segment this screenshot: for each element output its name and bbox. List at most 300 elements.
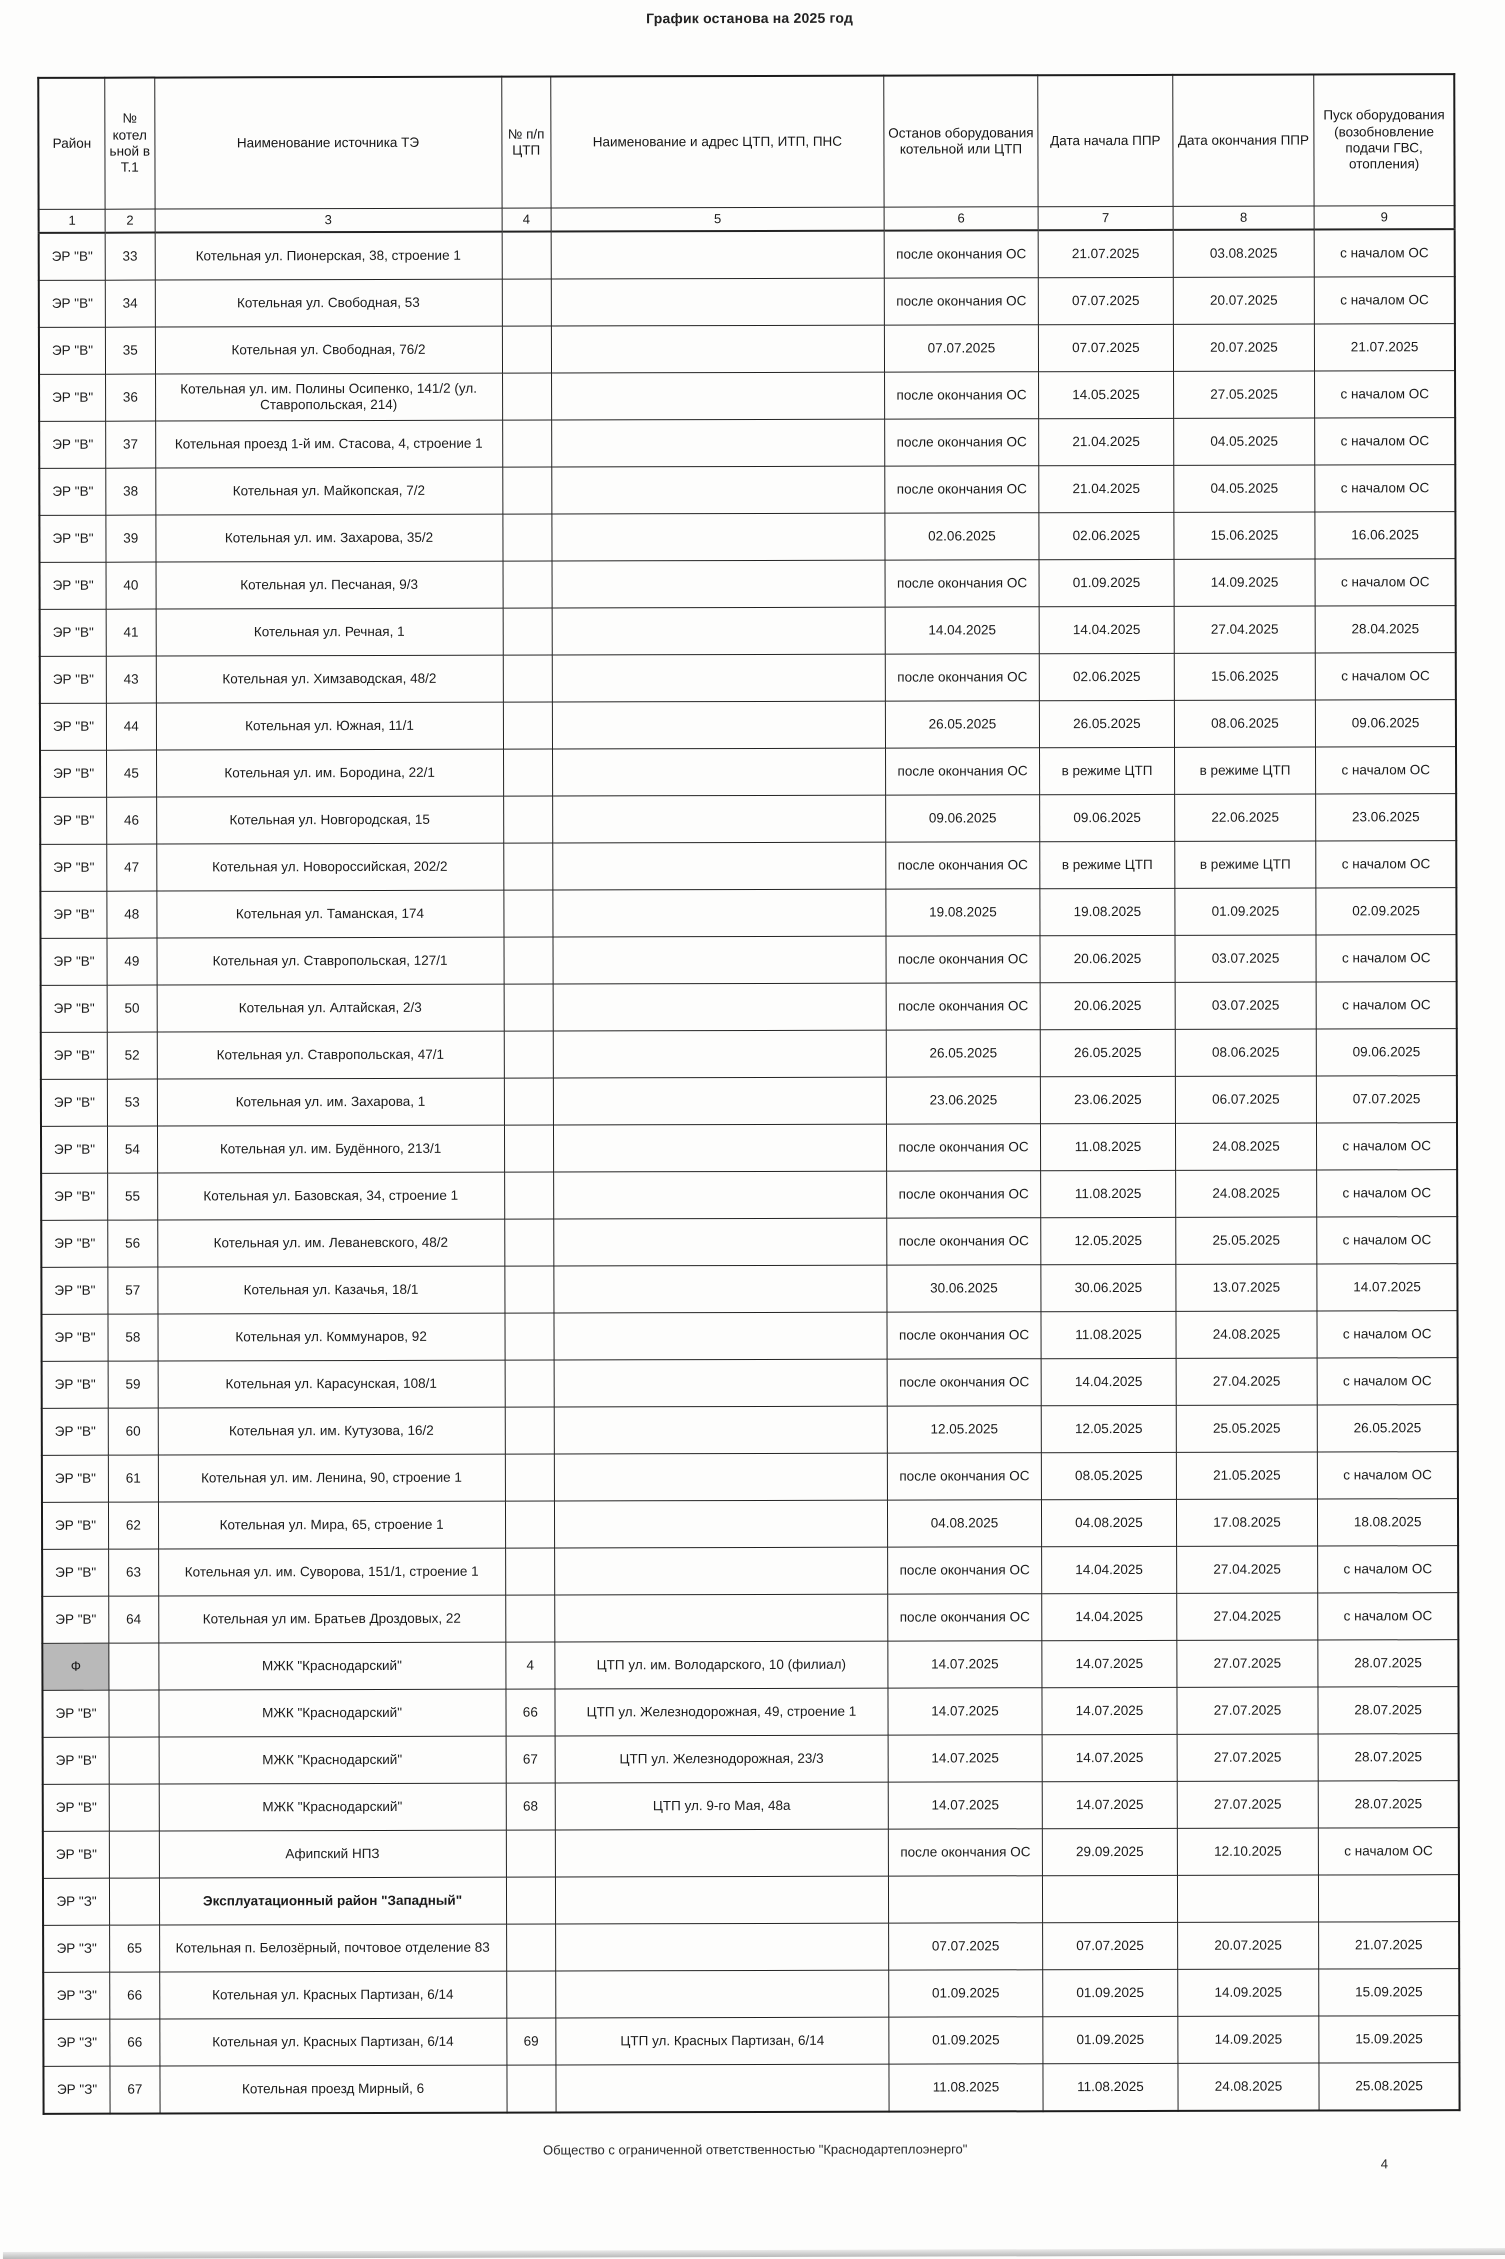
cell-ctp-name [555,1500,888,1548]
table-row [43,1969,1459,2020]
cell-boiler-no: 50 [107,985,157,1032]
cell-ctp-no [503,749,553,796]
cell-ppr-end: 03.08.2025 [1173,230,1315,278]
cell-source-name: Котельная ул. Речная, 1 [156,608,503,656]
cell-district: ЭР "В" [41,1220,108,1267]
cell-ctp-name: ЦТП ул. 9-го Мая, 48а [555,1782,888,1830]
cell-ctp-no [504,1125,554,1172]
footer-company-name: Общество с ограниченной ответственностью "Краснодартеплоэнерго" [542,2141,968,2158]
cell-ppr-start: 23.06.2025 [1041,1076,1176,1123]
cell-ctp-no [504,1266,554,1313]
cell-ppr-end: 14.09.2025 [1177,1969,1319,2016]
cell-district: ЭР "В" [41,1314,108,1361]
cell-ppr-start: 14.05.2025 [1039,371,1174,418]
cell-boiler-no: 33 [105,233,155,281]
cell-ctp-name [552,372,885,420]
cell-ctp-name [554,1359,887,1407]
cell-startup: 28.04.2025 [1315,606,1455,653]
cell-boiler-no: 46 [107,797,157,844]
table-row [40,794,1456,845]
cell-ppr-start: 20.06.2025 [1040,982,1175,1029]
column-number-8: 8 [1173,206,1315,230]
table-row [43,2063,1459,2114]
cell-startup: с началом ОС [1318,1546,1458,1593]
cell-startup: 28.07.2025 [1318,1687,1458,1734]
cell-ppr-end: 17.08.2025 [1176,1499,1318,1546]
cell-source-name: Афипский НПЗ [159,1830,506,1878]
cell-ctp-name [553,1030,886,1078]
cell-startup: 02.09.2025 [1316,888,1456,935]
cell-ppr-end: 20.07.2025 [1173,277,1315,324]
cell-ctp-name [555,1547,888,1595]
cell-ppr-start: 02.06.2025 [1039,512,1174,559]
cell-boiler-no: 65 [110,1925,160,1972]
cell-ppr-end: 03.07.2025 [1175,935,1317,982]
cell-startup: 23.06.2025 [1316,794,1456,841]
table-row [41,1311,1457,1362]
cell-source-name: МЖК "Краснодарский" [158,1642,505,1690]
cell-district: ЭР "В" [39,327,106,374]
cell-ppr-start: 20.06.2025 [1040,935,1175,982]
cell-ctp-no: 67 [506,1736,556,1783]
table-row [42,1452,1458,1503]
cell-stop: 14.07.2025 [888,1735,1042,1782]
cell-district: ЭР "З" [43,1925,110,1972]
cell-district: ЭР "В" [40,656,107,703]
cell-ppr-start: 14.04.2025 [1041,1358,1176,1405]
cell-stop: 26.05.2025 [885,701,1039,748]
cell-source-name: Котельная ул. Свободная, 76/2 [155,326,502,374]
cell-stop: после окончания ОС [884,278,1038,325]
cell-ctp-no [506,1830,556,1877]
cell-source-name: Котельная ул. им. Суворова, 151/1, строение 1 [158,1548,505,1596]
cell-boiler-no: 63 [109,1549,159,1596]
table-row [41,1217,1457,1268]
cell-boiler-no: 43 [106,656,156,703]
cell-ppr-end: 01.09.2025 [1175,888,1317,935]
table-row [39,512,1455,563]
cell-source-name: Котельная п. Белозёрный, почтовое отделение 83 [159,1924,506,1972]
cell-ctp-no: 4 [505,1642,555,1689]
cell-ctp-no [504,984,554,1031]
cell-ppr-end: 27.07.2025 [1177,1687,1319,1734]
cell-startup: с началом ОС [1317,1123,1457,1170]
cell-startup: с началом ОС [1317,1311,1457,1358]
cell-startup: 28.07.2025 [1318,1734,1458,1781]
cell-stop: после окончания ОС [885,748,1039,795]
table-row [42,1405,1458,1456]
cell-startup: с началом ОС [1317,1358,1457,1405]
cell-stop: после окончания ОС [886,936,1040,983]
cell-boiler-no: 58 [108,1314,158,1361]
cell-startup: с началом ОС [1318,1593,1458,1640]
cell-ctp-no: 68 [506,1783,556,1830]
cell-ppr-end: 25.05.2025 [1175,1217,1317,1264]
cell-ctp-name [552,560,885,608]
cell-ctp-name [554,1406,887,1454]
cell-startup: 18.08.2025 [1318,1499,1458,1546]
cell-ppr-start: 14.07.2025 [1042,1734,1177,1781]
cell-startup: с началом ОС [1317,1217,1457,1264]
cell-startup: с началом ОС [1319,1828,1459,1875]
cell-ppr-start: 29.09.2025 [1043,1828,1178,1875]
cell-ctp-name [552,701,885,749]
cell-ppr-end: 27.07.2025 [1177,1640,1319,1687]
cell-boiler-no: 49 [107,938,157,985]
cell-ppr-start: 02.06.2025 [1039,653,1174,700]
cell-boiler-no: 59 [108,1361,158,1408]
cell-startup: 21.07.2025 [1315,324,1455,371]
column-number-2: 2 [105,209,155,233]
cell-stop: 01.09.2025 [889,1970,1043,2017]
cell-district: ЭР "В" [43,1784,110,1831]
table-row [42,1546,1458,1597]
table-row [39,277,1455,328]
cell-ppr-start: 01.09.2025 [1043,1969,1178,2016]
cell-source-name: Котельная ул. им. Захарова, 35/2 [155,514,502,562]
cell-source-name: Котельная ул им. Братьев Дроздовых, 22 [158,1595,505,1643]
page-number: 4 [1380,2156,1388,2172]
cell-startup [1319,1875,1459,1922]
cell-ctp-name [554,1265,887,1313]
cell-startup: с началом ОС [1316,841,1456,888]
cell-ppr-end: 12.10.2025 [1177,1828,1319,1875]
cell-source-name: Котельная ул. Казачья, 18/1 [157,1266,504,1314]
cell-stop: после окончания ОС [886,1171,1040,1218]
cell-stop: 23.06.2025 [886,1077,1040,1124]
column-number-4: 4 [502,208,552,232]
cell-ctp-no [506,1924,556,1971]
cell-startup: 25.08.2025 [1319,2063,1459,2111]
cell-ppr-end: 27.04.2025 [1176,1593,1318,1640]
cell-startup: с началом ОС [1314,229,1454,277]
cell-ctp-name [553,936,886,984]
cell-startup: с началом ОС [1315,371,1455,418]
cell-boiler-no: 37 [106,421,156,468]
cell-district: ЭР "В" [40,844,107,891]
cell-stop [888,1876,1042,1923]
cell-boiler-no: 34 [105,280,155,327]
cell-ppr-start: 07.07.2025 [1043,1922,1178,1969]
cell-source-name: Котельная ул. Базовская, 34, строение 1 [157,1172,504,1220]
cell-ppr-start: 30.06.2025 [1041,1264,1176,1311]
cell-ppr-start: 11.08.2025 [1041,1311,1176,1358]
cell-stop: 26.05.2025 [886,1030,1040,1077]
cell-source-name: Котельная проезд Мирный, 6 [160,2065,507,2113]
cell-source-name: Котельная ул. Пионерская, 38, строение 1 [155,232,502,280]
cell-district: ЭР "В" [43,1831,110,1878]
cell-ctp-name [552,607,885,655]
cell-ppr-end: 20.07.2025 [1173,324,1315,371]
cell-ppr-start: 11.08.2025 [1041,1170,1176,1217]
cell-ppr-end: 08.06.2025 [1175,1029,1317,1076]
cell-ctp-no [503,890,553,937]
cell-startup: с началом ОС [1315,277,1455,324]
cell-ctp-name [553,842,886,890]
cell-district: ЭР "В" [40,562,107,609]
table-row [41,982,1457,1033]
table-row [39,371,1455,422]
column-header-1: Район [38,78,105,210]
cell-district: ЭР "В" [41,1267,108,1314]
cell-ppr-end: 08.06.2025 [1174,700,1316,747]
cell-source-name: МЖК "Краснодарский" [159,1689,506,1737]
cell-ppr-end: 27.07.2025 [1177,1734,1319,1781]
cell-stop: 19.08.2025 [886,889,1040,936]
cell-district: ЭР "В" [40,703,107,750]
cell-ctp-name [551,278,884,326]
cell-ppr-start: 04.08.2025 [1042,1499,1177,1546]
table-row [41,1170,1457,1221]
cell-ppr-end: 20.07.2025 [1177,1922,1319,1969]
cell-ppr-end: 24.08.2025 [1176,1311,1318,1358]
cell-source-name: Котельная ул. Новороссийская, 202/2 [156,843,503,891]
table-row [43,1781,1459,1832]
table-row [40,747,1456,798]
cell-boiler-no: 45 [107,750,157,797]
cell-district: ЭР "В" [42,1408,109,1455]
cell-district: ЭР "В" [42,1596,109,1643]
cell-ctp-name [553,983,886,1031]
cell-boiler-no: 36 [106,374,156,421]
table-row [42,1687,1458,1738]
cell-ppr-start: 08.05.2025 [1042,1452,1177,1499]
cell-ppr-end: 27.07.2025 [1177,1781,1319,1828]
cell-boiler-no: 47 [107,844,157,891]
cell-ctp-no [503,561,553,608]
column-header-3: Наименование источника ТЭ [154,77,501,209]
cell-startup: 16.06.2025 [1315,512,1455,559]
cell-ppr-start: 12.05.2025 [1041,1217,1176,1264]
cell-source-name: Котельная ул. Новгородская, 15 [156,796,503,844]
cell-ppr-end: 04.05.2025 [1173,418,1315,465]
cell-ppr-end: 13.07.2025 [1176,1264,1318,1311]
column-header-4: № п/п ЦТП [501,77,551,209]
cell-source-name: Эксплуатационный район "Западный" [159,1877,506,1925]
cell-stop: 14.07.2025 [888,1641,1042,1688]
cell-stop: после окончания ОС [887,1312,1041,1359]
cell-boiler-no: 52 [107,1032,157,1079]
cell-ctp-no [506,1971,556,2018]
cell-boiler-no: 40 [106,562,156,609]
cell-district: ЭР "З" [43,1972,110,2019]
cell-ppr-end: 14.09.2025 [1178,2016,1320,2063]
cell-ppr-start: 11.08.2025 [1041,1123,1176,1170]
cell-ctp-no [503,796,553,843]
shutdown-schedule-table [37,73,1460,2115]
cell-boiler-no: 60 [108,1408,158,1455]
cell-stop: 02.06.2025 [885,513,1039,560]
cell-stop: после окончания ОС [887,1359,1041,1406]
cell-ppr-start: 09.06.2025 [1040,794,1175,841]
cell-stop: 14.07.2025 [888,1782,1042,1829]
cell-startup: 15.09.2025 [1319,2016,1459,2063]
cell-boiler-no: 53 [107,1079,157,1126]
cell-ppr-end: 24.08.2025 [1175,1123,1317,1170]
cell-stop: после окончания ОС [888,1829,1042,1876]
column-number-1: 1 [39,209,106,233]
cell-stop: после окончания ОС [885,466,1039,513]
cell-startup: с началом ОС [1316,935,1456,982]
cell-ctp-no [505,1501,555,1548]
cell-stop: 07.07.2025 [884,325,1038,372]
cell-ctp-no [505,1548,555,1595]
cell-boiler-no: 41 [106,609,156,656]
cell-ctp-name [553,889,886,937]
cell-ppr-end: 15.06.2025 [1174,512,1316,559]
cell-ctp-name: ЦТП ул. Красных Партизан, 6/14 [556,2017,889,2065]
page-title: График останова на 2025 год [646,9,854,27]
cell-ctp-no [502,326,552,373]
cell-ppr-end: 04.05.2025 [1173,465,1315,512]
cell-ctp-no: 66 [505,1689,555,1736]
table-row [39,418,1455,469]
cell-district: ЭР "В" [41,1079,108,1126]
table-row [39,229,1455,280]
cell-startup: 09.06.2025 [1316,700,1456,747]
cell-ctp-name [554,1453,887,1501]
table-row [42,1593,1458,1644]
cell-district: ЭР "З" [43,2066,110,2114]
cell-district: ЭР "В" [41,1173,108,1220]
cell-district: ЭР "В" [43,1737,110,1784]
cell-ppr-end: 22.06.2025 [1174,794,1316,841]
cell-stop: после окончания ОС [888,1594,1042,1641]
cell-boiler-no: 55 [108,1173,158,1220]
cell-source-name: Котельная ул. Свободная, 53 [155,279,502,327]
cell-stop: после окончания ОС [885,654,1039,701]
cell-ctp-no [502,373,552,420]
cell-source-name: Котельная проезд 1-й им. Стасова, 4, строение 1 [155,420,502,468]
cell-source-name: Котельная ул. Коммунаров, 92 [158,1313,505,1361]
cell-startup: с началом ОС [1315,418,1455,465]
cell-boiler-no: 35 [105,327,155,374]
cell-ppr-end: 14.09.2025 [1174,559,1316,606]
cell-ppr-end: 06.07.2025 [1175,1076,1317,1123]
cell-district: ЭР "В" [42,1455,109,1502]
cell-ppr-end [1177,1875,1319,1922]
cell-ppr-end: 27.04.2025 [1176,1358,1318,1405]
cell-ctp-name [554,1312,887,1360]
cell-ppr-end: 27.05.2025 [1173,371,1315,418]
table-row [41,1029,1457,1080]
cell-ctp-no [504,1313,554,1360]
cell-ppr-start: 11.08.2025 [1043,2063,1178,2111]
cell-boiler-no: 61 [108,1455,158,1502]
cell-ctp-name [551,231,884,279]
cell-district: ЭР "В" [39,233,106,281]
cell-ctp-name [552,513,885,561]
cell-ctp-name [555,1594,888,1642]
cell-ppr-end: 25.05.2025 [1176,1405,1318,1452]
cell-startup: 14.07.2025 [1317,1264,1457,1311]
cell-ctp-no [504,1219,554,1266]
cell-ctp-no [502,279,552,326]
cell-startup: с началом ОС [1316,653,1456,700]
cell-ppr-end: в режиме ЦТП [1174,841,1316,888]
column-number-3: 3 [155,208,502,232]
cell-district: ЭР "В" [39,421,106,468]
cell-startup: 26.05.2025 [1318,1405,1458,1452]
cell-stop: после окончания ОС [884,372,1038,419]
cell-stop: 30.06.2025 [887,1265,1041,1312]
cell-district: ЭР "З" [43,1878,110,1925]
cell-district: ЭР "В" [39,280,106,327]
cell-ppr-end: 24.08.2025 [1178,2063,1320,2111]
cell-boiler-no: 64 [109,1596,159,1643]
table-row [40,935,1456,986]
cell-ctp-name [556,2064,889,2112]
cell-startup: с началом ОС [1315,559,1455,606]
cell-ppr-start: 14.07.2025 [1042,1640,1177,1687]
cell-source-name: Котельная ул. им. Будённого, 213/1 [157,1125,504,1173]
cell-source-name: Котельная ул. им. Кутузова, 16/2 [158,1407,505,1455]
cell-ctp-no [505,1454,555,1501]
cell-ppr-end: в режиме ЦТП [1174,747,1316,794]
cell-stop: после окончания ОС [887,1547,1041,1594]
cell-stop: 14.07.2025 [888,1688,1042,1735]
cell-ctp-name [551,325,884,373]
cell-stop: 12.05.2025 [887,1406,1041,1453]
column-number-9: 9 [1314,206,1454,230]
cell-boiler-no: 39 [106,515,156,562]
cell-ppr-start: 14.07.2025 [1042,1687,1177,1734]
cell-boiler-no: 56 [108,1220,158,1267]
cell-source-name: Котельная ул. Алтайская, 2/3 [157,984,504,1032]
cell-startup: с началом ОС [1316,982,1456,1029]
cell-ppr-start: 19.08.2025 [1040,888,1175,935]
scan-edge-artifact [3,2248,1505,2259]
cell-ppr-start: 21.04.2025 [1039,418,1174,465]
cell-ctp-no [504,1078,554,1125]
table-row [41,1123,1457,1174]
cell-source-name: Котельная ул. Ставропольская, 127/1 [157,937,504,985]
cell-ppr-start [1043,1875,1178,1922]
cell-ppr-start: 01.09.2025 [1043,2016,1178,2063]
cell-district: ЭР "В" [42,1502,109,1549]
cell-stop: после окончания ОС [886,983,1040,1030]
cell-district: ЭР "В" [42,1549,109,1596]
cell-ctp-name: ЦТП ул. Железнодорожная, 23/3 [555,1735,888,1783]
cell-stop: после окончания ОС [887,1453,1041,1500]
cell-ctp-no [505,1595,555,1642]
table-row [40,559,1456,610]
cell-ctp-no [503,655,553,702]
cell-ppr-end: 27.04.2025 [1176,1546,1318,1593]
cell-source-name: Котельная ул. Ставропольская, 47/1 [157,1031,504,1079]
cell-ctp-no [505,1360,555,1407]
cell-ppr-start: 26.05.2025 [1040,1029,1175,1076]
cell-ctp-no [504,1031,554,1078]
table-row [39,324,1455,375]
cell-stop: после окончания ОС [884,419,1038,466]
cell-startup: 28.07.2025 [1318,1781,1458,1828]
cell-district: ЭР "В" [41,1126,108,1173]
cell-district: ЭР "В" [41,985,108,1032]
cell-ctp-no [504,937,554,984]
column-header-5: Наименование и адрес ЦТП, ИТП, ПНС [551,76,884,208]
cell-ppr-start: в режиме ЦТП [1040,841,1175,888]
cell-district: ЭР "В" [40,797,107,844]
cell-boiler-no: 67 [110,2066,160,2114]
cell-ctp-no [505,1407,555,1454]
cell-startup: 15.09.2025 [1319,1969,1459,2016]
column-header-6: Останов оборудования котельной или ЦТП [884,75,1039,207]
cell-source-name: Котельная ул. им. Полины Осипенко, 141/2 (ул. Ставропольская, 214) [155,373,502,421]
cell-district: ЭР "В" [39,374,106,421]
cell-ctp-no [506,2065,556,2113]
cell-ctp-name [553,1077,886,1125]
